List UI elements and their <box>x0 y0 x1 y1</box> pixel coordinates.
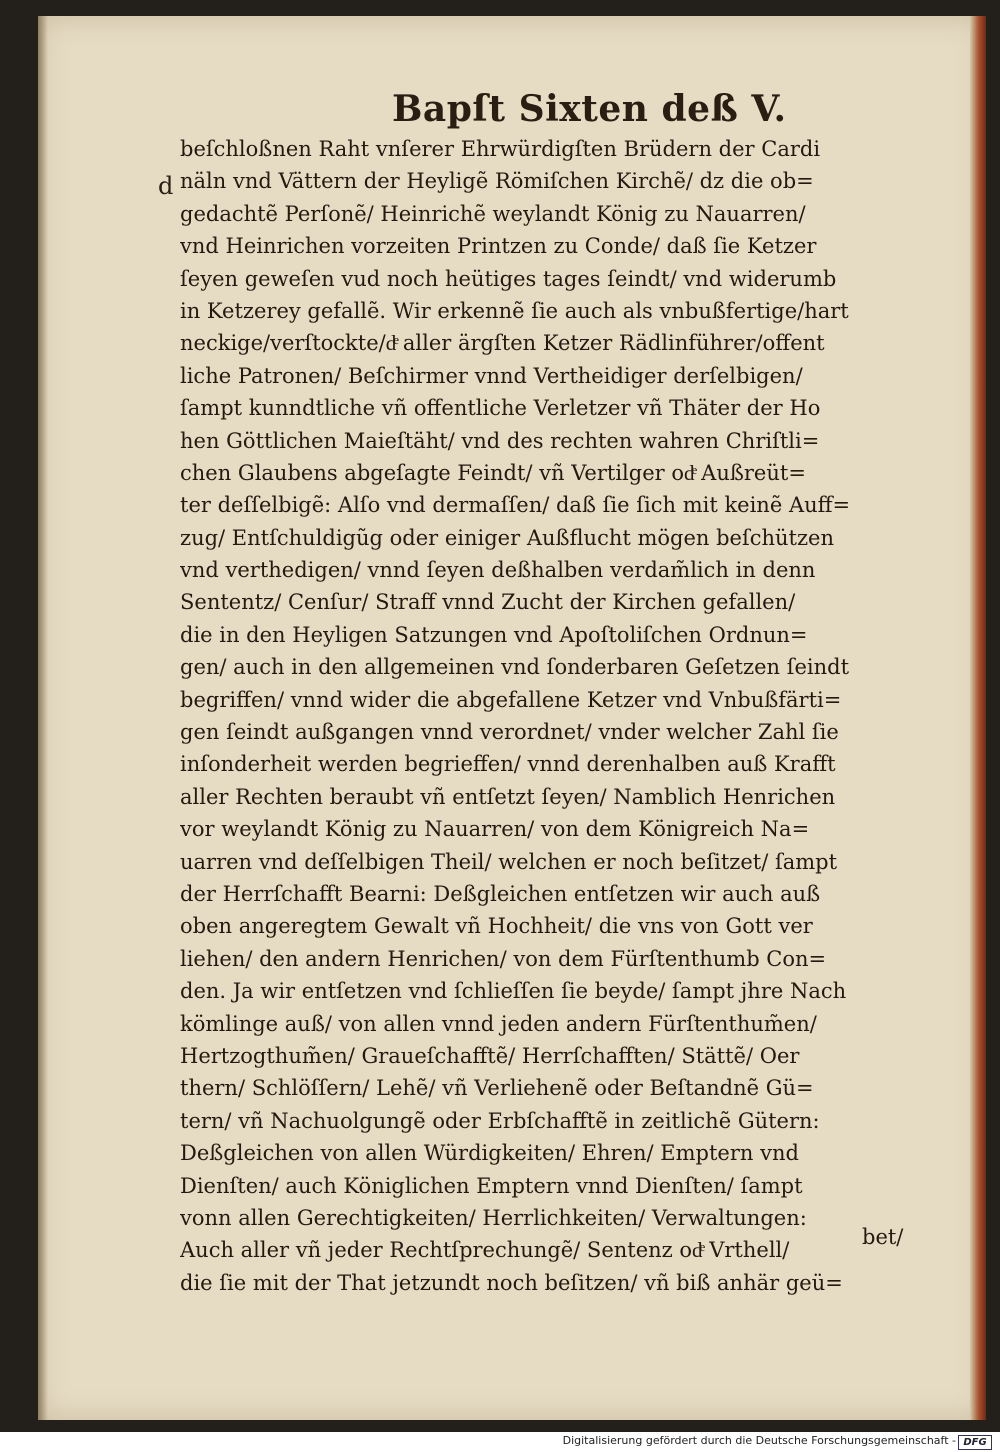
text-line: vor weylandt König zu Nauarren/ von dem Königreich Na= <box>180 817 810 842</box>
text-line: liche Patronen/ Beſchirmer vnnd Vertheidiger derſelbigen/ <box>180 363 803 388</box>
text-line: neckige/verſtockte/dͤ aller ärgſten Ketzer Rädlinführer/offent <box>180 331 825 356</box>
dfg-logo: DFG <box>958 1435 992 1450</box>
text-line: aller Rechten beraubt vñ entſetzt ſeyen/ Namblich Henrichen <box>180 784 836 809</box>
body-text <box>180 133 925 1299</box>
text-line: kömlinge auß/ von allen vnnd jeden andern Fürſtenthum̃en/ <box>180 1011 817 1036</box>
text-line: tern/ vñ Nachuolgungẽ oder Erbſchafftẽ in zeitlichẽ Gütern: <box>180 1108 820 1133</box>
page-red-edge <box>970 16 986 1420</box>
running-head: Bapſt Sixten deß V. <box>392 88 787 130</box>
text-line: die in den Heyligen Satzungen vnd Apoſtoliſchen Ordnun= <box>180 622 808 647</box>
text-line: thern/ Schlöſſern/ Lehẽ/ vñ Verliehenẽ oder Beſtandnẽ Gü= <box>180 1076 814 1101</box>
text-line: gen/ auch in den allgemeinen vnd ſonderbaren Geſetzen ſeindt <box>180 655 850 680</box>
text-line: ſeyen geweſen vud noch heütiges tages ſeindt/ vnd widerumb <box>180 266 837 291</box>
text-line: den. Ja wir entſetzen vnd ſchlieſſen ſie beyde/ ſampt jhre Nach <box>180 979 847 1004</box>
footer-bar <box>0 1432 1000 1452</box>
text-line: in Ketzerey gefallẽ. Wir erkennẽ ſie auch als vnbußfertige/hart <box>180 298 849 323</box>
text-line: die ſie mit der That jetzundt noch beſitzen/ vñ biß anhär geü= <box>180 1270 843 1295</box>
margin-note: d <box>158 172 174 200</box>
text-line: Auch aller vñ jeder Rechtſprechungẽ/ Sentenz odͤ Vrthell/ <box>180 1238 790 1263</box>
text-line: inſonderheit werden begrieffen/ vnnd derenhalben auß Krafft <box>180 752 836 777</box>
text-line: Hertzogthum̃en/ Graueſchafftẽ/ Herrſchafften/ Stättẽ/ Oer <box>180 1043 800 1068</box>
footer-credit: Digitalisierung gefördert durch die Deutsche Forschungsgemeinschaft - <box>562 1434 956 1447</box>
text-line: hen Göttlichen Maieſtäht/ vnd des rechten wahren Chriſtli= <box>180 428 820 453</box>
text-line: Sententz/ Cenſur/ Straff vnnd Zucht der Kirchen gefallen/ <box>180 590 796 615</box>
text-line: Dienſten/ auch Königlichen Emptern vnnd Dienſten/ ſampt <box>180 1173 803 1198</box>
text-line: vonn allen Gerechtigkeiten/ Herrlichkeiten/ Verwaltungen: <box>180 1205 807 1230</box>
text-line: chen Glaubens abgeſagte Feindt/ vñ Vertilger odͤ Außreüt= <box>180 460 806 485</box>
text-line: beſchloßnen Raht vnſerer Ehrwürdigſten Brüdern der Cardi <box>180 137 821 161</box>
text-line: liehen/ den andern Henrichen/ von dem Fürſtenthumb Con= <box>180 946 827 971</box>
text-line: der Herrſchafft Bearni: Deßgleichen entſetzen wir auch auß <box>180 881 821 906</box>
text-line: Deßgleichen von allen Würdigkeiten/ Ehren/ Emptern vnd <box>180 1141 799 1166</box>
page-gutter-shadow <box>38 16 48 1420</box>
text-line: gedachtẽ Perſonẽ/ Heinrichẽ weylandt König zu Nauarren/ <box>180 201 806 226</box>
text-line: uarren vnd deſſelbigen Theil/ welchen er noch beſitzet/ ſampt <box>180 849 838 874</box>
text-line: gen ſeindt außgangen vnnd verordnet/ vnder welcher Zahl ſie <box>180 720 839 745</box>
catchword: bet/ <box>862 1225 904 1249</box>
text-line: ter deſſelbigẽ: Alſo vnd dermaſſen/ daß ſie ſich mit keinẽ Auff= <box>180 493 851 518</box>
text-line: begriffen/ vnnd wider die abgefallene Ketzer vnd Vnbußfärti= <box>180 687 842 712</box>
text-line: vnd Heinrichen vorzeiten Printzen zu Conde/ daß ſie Ketzer <box>180 234 817 259</box>
text-line: ſampt kunndtliche vñ offentliche Verletzer vñ Thäter der Ho <box>180 396 821 421</box>
text-line: vnd verthedigen/ vnnd ſeyen deßhalben verdam̃lich in denn <box>180 558 816 583</box>
text-line: näln vnd Vättern der Heyligẽ Römiſchen Kirchẽ/ dz die ob= <box>180 169 814 194</box>
text-line: oben angeregtem Gewalt vñ Hochheit/ die vns von Gott ver <box>180 914 813 939</box>
text-line: zug/ Entſchuldigũg oder einiger Außflucht mögen beſchützen <box>180 525 835 550</box>
